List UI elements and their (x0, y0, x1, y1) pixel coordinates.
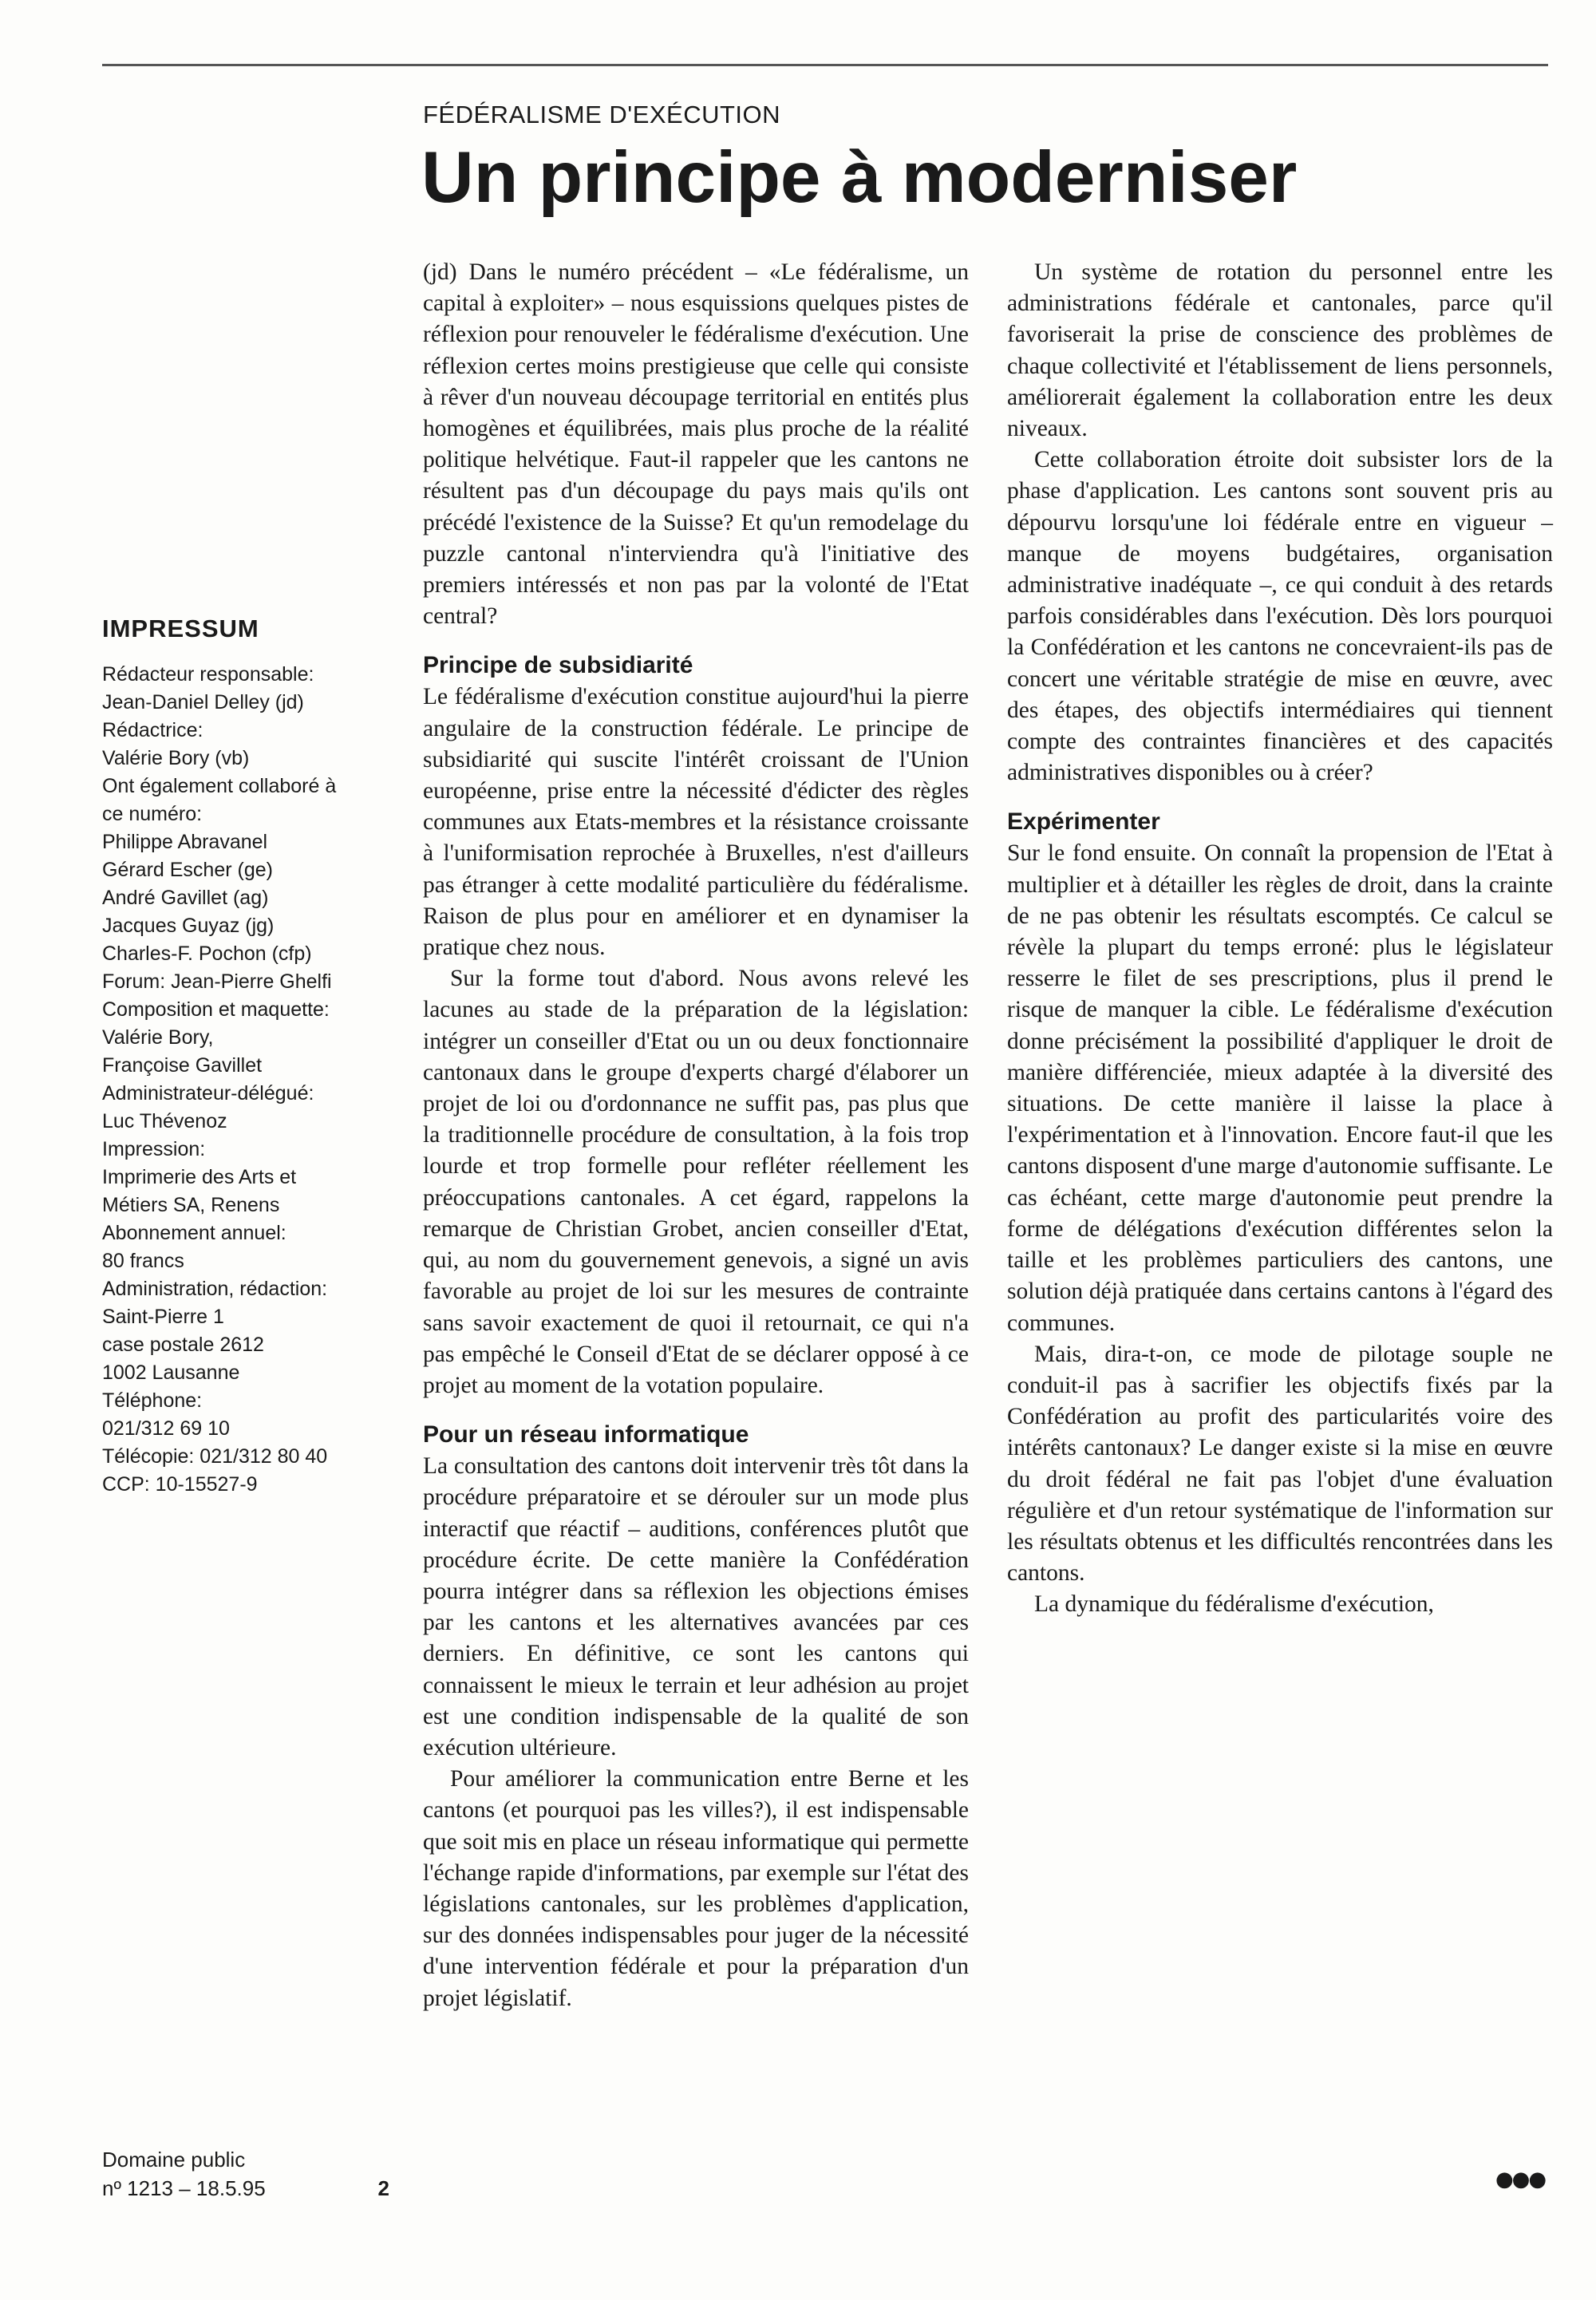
paragraph: Cette collaboration étroite doit subsister lors de la phase d'application. Les cantons sont souvent pris au dépourvu lorsqu'une loi fédérale entre en vigueur – manque de moyens budgétaires, organisation administrative inadéquate –, ce qui conduit à des retards parfois considérables dans l'exécution. Dès lors pourquoi la Confédération et les cantons ne concevraient-ils pas de concert une véritable stratégie de mise en œuvre, avec des étapes, des objectifs intermédiaires qui tiennent compte des contraintes financières et des capacités administratives disponibles ou à créer? (1007, 447, 1553, 786)
impressum-line: Rédacteur responsable: (102, 663, 314, 686)
impressum-line: Administrateur-délégué: (102, 1082, 314, 1105)
top-rule (102, 64, 1548, 66)
impressum-line: case postale 2612 (102, 1334, 264, 1356)
paragraph: La dynamique du fédéralisme d'exécution, (1034, 1591, 1434, 1618)
impressum-line: Téléphone: (102, 1389, 203, 1412)
page-number: 2 (377, 2176, 389, 2200)
article-column-2 (1007, 257, 1553, 1621)
impressum-line: Administration, rédaction: (102, 1278, 328, 1300)
impressum-box (102, 615, 389, 1499)
publication-name: Domaine public (102, 2148, 246, 2172)
subheading-experimenter: Expérimenter (1007, 808, 1160, 836)
impressum-line: CCP: 10-15527-9 (102, 1473, 258, 1496)
paragraph: Mais, dira-t-on, ce mode de pilotage souple ne conduit-il pas à sacrifier les objectifs fixés par la Confédération au profit des particularités voire des intérêts cantonaux? Le danger existe si la mise en œuvre du droit fédéral ne fait pas l'objet d'une évaluation régulière et d'un retour systématique de l'information sur les résultats obtenus et les difficultés rencontrées dans les cantons. (1007, 1341, 1553, 1587)
paragraph-intro: (jd) Dans le numéro précédent – «Le fédéralisme, un capital à exploiter» – nous esquissions quelques pistes de réflexion pour renouveler le fédéralisme d'exécution. Une réflexion certes moins prestigieuse que celle qui consiste à rêver d'un nouveau découpage territorial en entités plus homogènes et équilibrées, mais plus proche de la réalité politique helvétique. Faut-il rappeler que les cantons ne résultent pas d'un découpage du pays mais qu'ils ont précédé l'existence de la Suisse? Et qu'un remodelage du puzzle cantonal n'interviendra qu'à l'initiative des premiers intéressés et non pas par la volonté de l'Etat central? (423, 259, 969, 630)
impressum-line: Saint-Pierre 1 (102, 1306, 224, 1328)
impressum-line: 021/312 69 10 (102, 1417, 230, 1440)
page-footer (102, 2145, 389, 2203)
impressum-line: Valérie Bory, (102, 1026, 214, 1049)
impressum-line: Composition et maquette: (102, 998, 330, 1021)
impressum-line: André Gavillet (ag) (102, 887, 269, 909)
impressum-line: Métiers SA, Renens (102, 1194, 280, 1216)
impressum-line: Imprimerie des Arts et (102, 1166, 297, 1188)
impressum-line: Télécopie: 021/312 80 40 (102, 1445, 328, 1468)
impressum-line: 1002 Lausanne (102, 1361, 240, 1384)
impressum-line: Gérard Escher (ge) (102, 859, 273, 881)
impressum-line: ce numéro: (102, 803, 203, 825)
impressum-line: 80 francs (102, 1250, 184, 1272)
impressum-line: Ont également collaboré à (102, 775, 337, 797)
paragraph: Sur la forme tout d'abord. Nous avons relevé les lacunes au stade de la préparation de la législation: intégrer un conseiller d'Etat ou un ou deux fonctionnaire cantonaux dans le groupe d'experts chargé d'élaborer un projet de loi ou d'ordonnance ne suffit pas, pas plus que la traditionnelle procédure de consultation, à la fois trop lourde et trop formelle pour refléter réellement les préoccupations cantonales. A cet égard, rappelons la remarque de Christian Grobet, ancien conseiller d'Etat, qui, au nom du gouvernement genevois, a signé un avis favorable au projet de loi sur les mesures de contrainte sans savoir exactement de quoi il retournait, ce qui n'a pas empêché le Conseil d'Etat de se déclarer opposé à ce projet au moment de la votation populaire. (423, 966, 969, 1398)
impressum-title: IMPRESSUM (102, 615, 259, 642)
section-kicker: FÉDÉRALISME D'EXÉCUTION (423, 101, 781, 128)
article-headline: Un principe à moderniser (421, 137, 1298, 218)
paragraph: Pour améliorer la communication entre Berne et les cantons (et pourquoi pas les villes?), il est indispensable que soit mis en place un réseau informatique qui permette l'échange rapide d'informations, par exemple sur l'état des législations cantonales, sur les problèmes d'application, sur des données indispensables pour juger de la nécessité d'une intervention fédérale et pour la préparation d'un projet législatif. (423, 1766, 969, 2011)
impressum-line: Impression: (102, 1138, 206, 1160)
continued-marker: ●●● (1495, 2168, 1546, 2191)
impressum-line: Abonnement annuel: (102, 1222, 286, 1244)
impressum-line: Valérie Bory (vb) (102, 747, 250, 769)
paragraph: La consultation des cantons doit intervenir très tôt dans la procédure préparatoire et se dérouler sur un mode plus interactif que réactif – auditions, conférences plutôt que procédure écrite. De cette manière la Confédération pourra intégrer dans sa réflexion les objections émises par les cantons et les alternatives avancées par ces derniers. En définitive, ce sont les cantons qui connaissent le mieux le terrain et leur adhésion au projet est une condition indispensable de la qualité de son exécution ultérieure. (423, 1453, 969, 1761)
impressum-line: Forum: Jean-Pierre Ghelfi (102, 970, 332, 993)
impressum-lines (102, 661, 389, 1499)
impressum-line: Rédactrice: (102, 719, 203, 741)
impressum-line: Jean-Daniel Delley (jd) (102, 691, 304, 713)
paragraph: Sur le fond ensuite. On connaît la propension de l'Etat à multiplier et à détailler les règles de droit, dans la crainte de ne pas obtenir les résultats escomptés. Ce calcul se révèle la plupart du temps erroné: plus le législateur resserre le filet de ses prescriptions, plus il prend le risque de manquer la cible. Le fédéralisme d'exécution donne précisément la possibilité d'appliquer le droit de manière différenciée, mieux adaptée à la diversité des situations. De cette manière il laisse la place à l'expérimentation et à l'innovation. Encore faut-il que les cantons disposent d'une marge d'autonomie suffisante. Le cas échéant, cette marge d'autonomie peut prendre la forme de délégations d'exécution différentes selon la taille et les problèmes particuliers des cantons, une solution déjà pratiquée dans certains cantons à l'égard des communes. (1007, 840, 1553, 1336)
impressum-line: Charles-F. Pochon (cfp) (102, 943, 312, 965)
impressum-line: Françoise Gavillet (102, 1054, 263, 1077)
impressum-line: Luc Thévenoz (102, 1110, 227, 1132)
paragraph: Un système de rotation du personnel entre les administrations fédérale et cantonales, parce qu'il favoriserait la prise de conscience des problèmes de chaque collectivité et l'établissement de liens personnels, améliorerait également la collaboration entre les deux niveaux. (1007, 259, 1553, 442)
subheading-reseau: Pour un réseau informatique (423, 1421, 749, 1448)
paragraph: Le fédéralisme d'exécution constitue aujourd'hui la pierre angulaire de la construction fédérale. Le principe de subsidiarité qui suscite l'intérêt croissant de l'Union européenne, prise entre la nécessité d'édicter des règles communes aux Etats-membres et la résistance croissante à l'uniformisation reprochée à Bruxelles, n'est d'ailleurs pas étranger à cette modalité particulière du fédéralisme. Raison de plus pour en améliorer et en dynamiser la pratique chez nous. (423, 684, 969, 961)
impressum-line: Jacques Guyaz (jg) (102, 915, 275, 937)
issue-info: nº 1213 – 18.5.95 (102, 2176, 266, 2200)
article-column-1 (423, 257, 969, 2014)
impressum-line: Philippe Abravanel (102, 831, 268, 853)
subheading-subsidiarite: Principe de subsidiarité (423, 652, 693, 679)
